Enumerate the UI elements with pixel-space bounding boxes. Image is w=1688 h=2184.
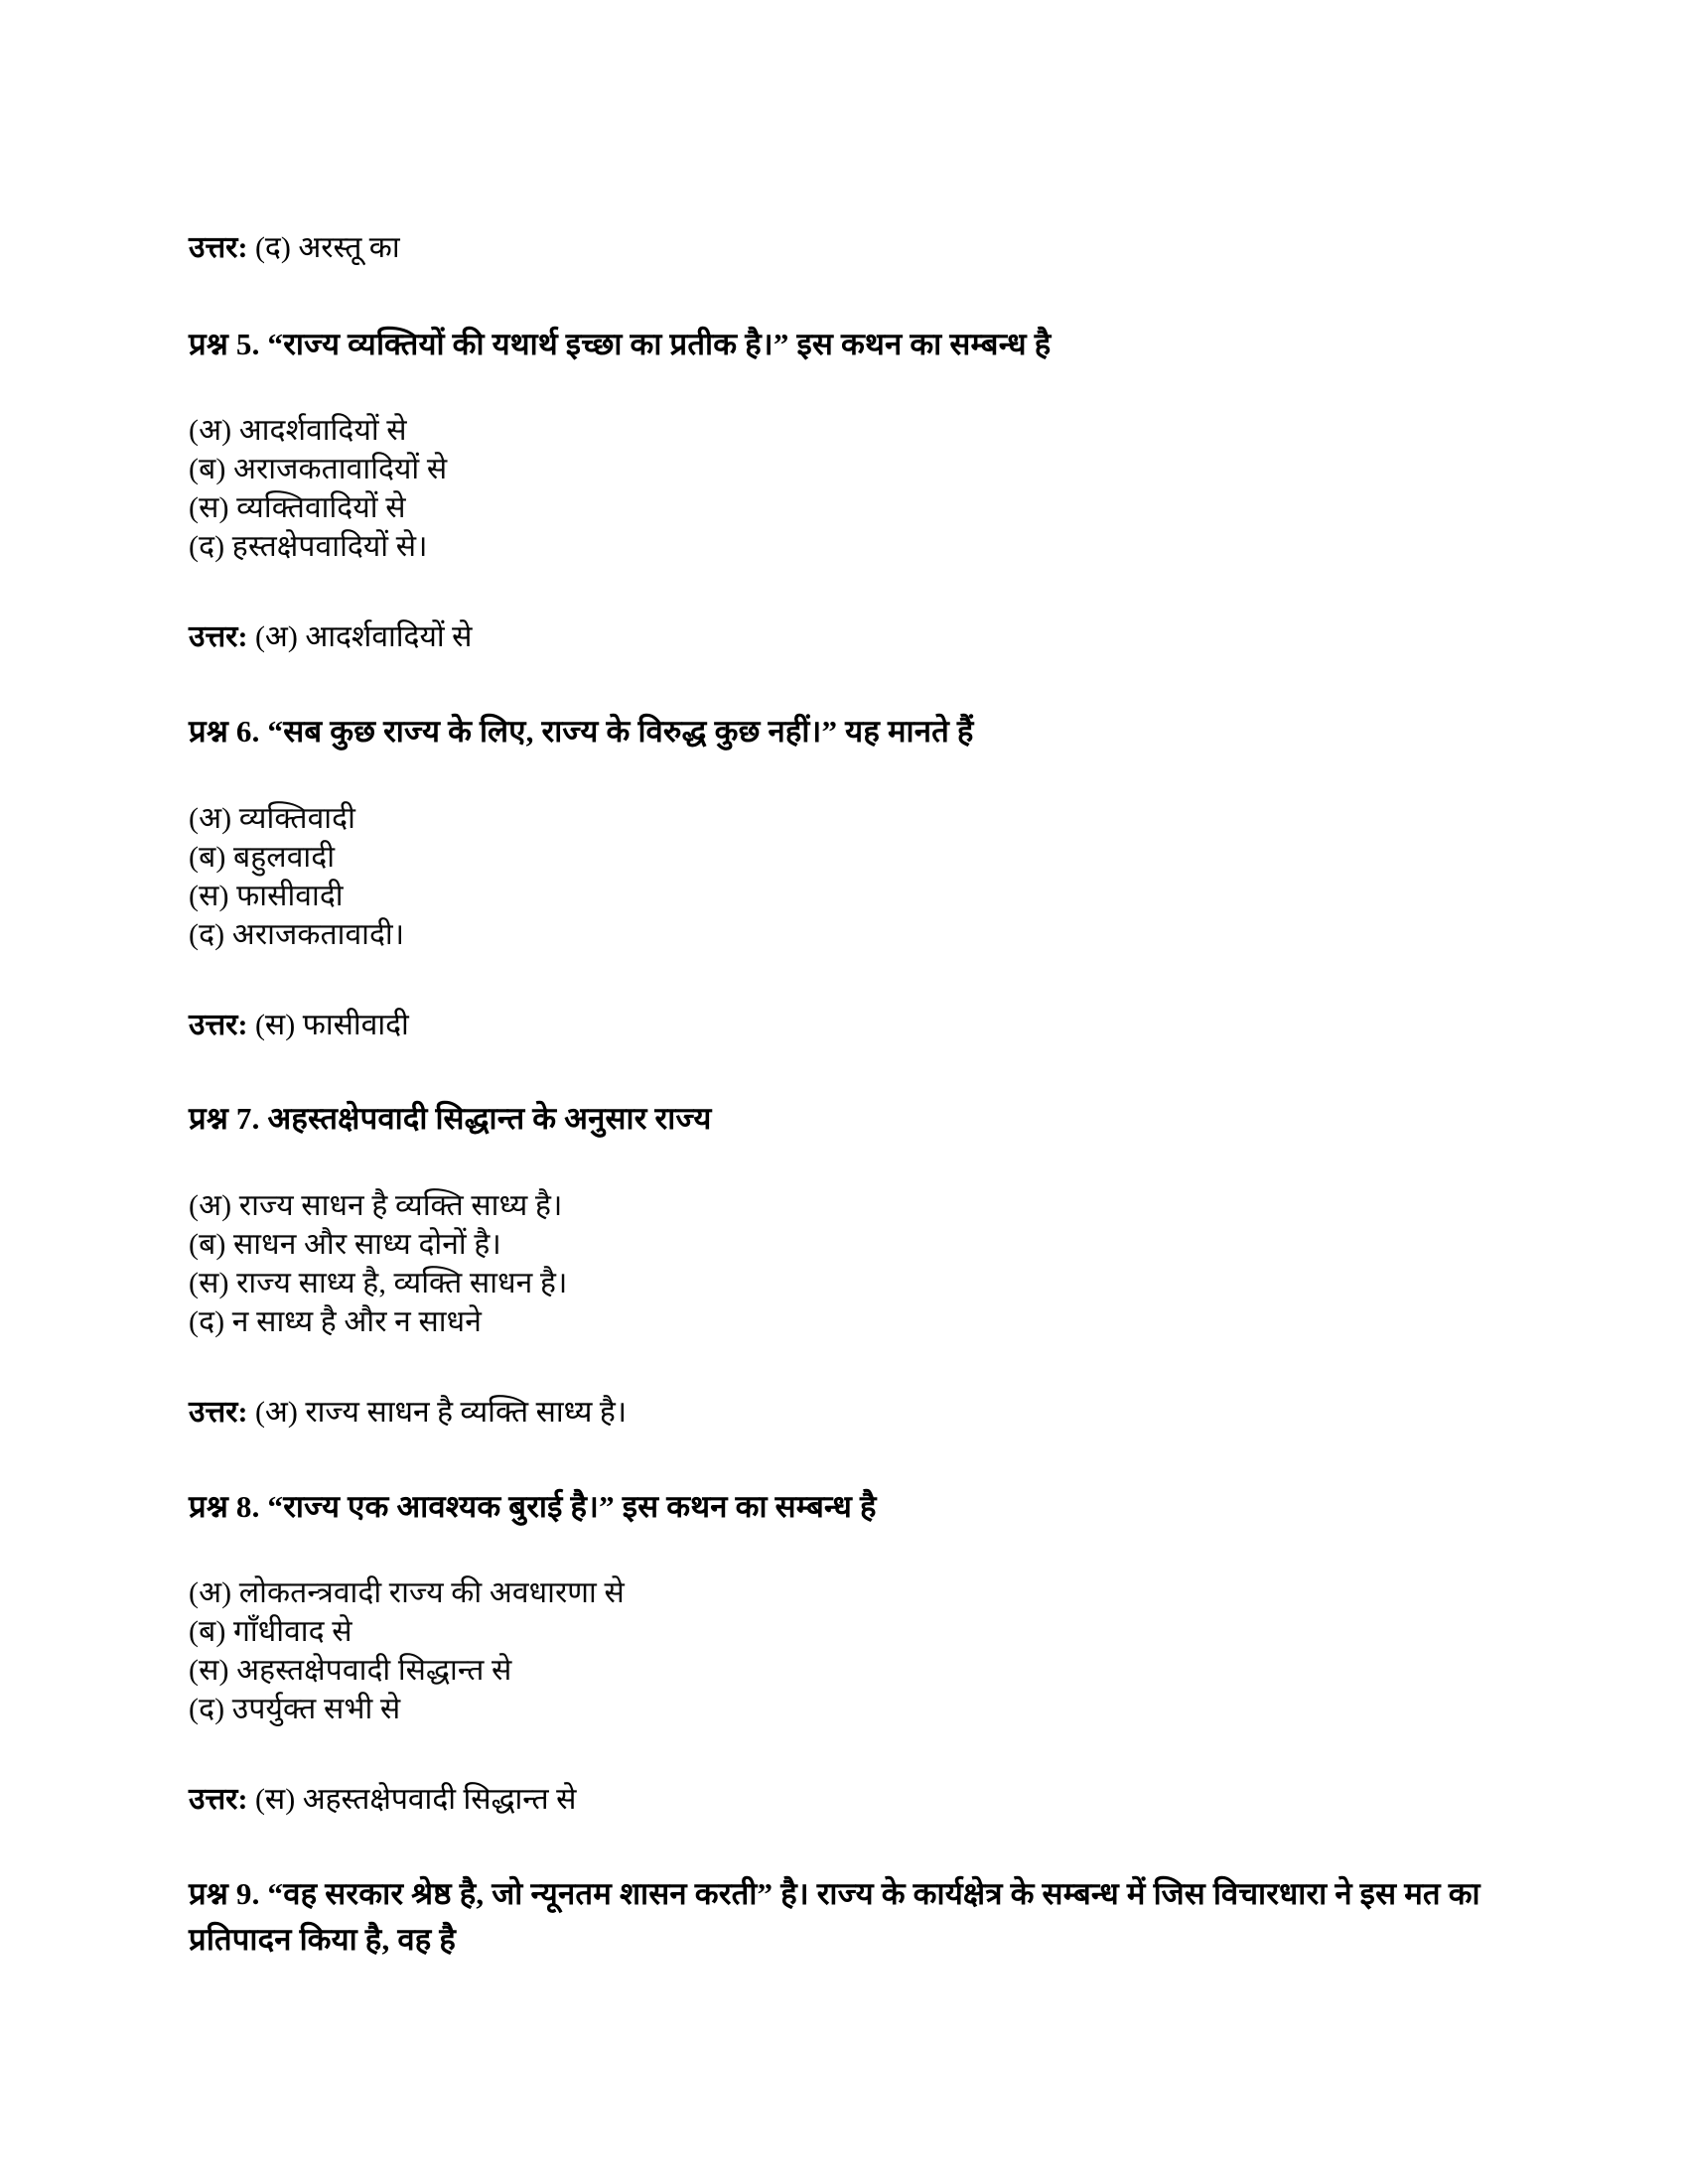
question-heading-q9: प्रश्न 9. “वह सरकार श्रेष्ठ है, जो न्यूनतम शासन करती” है। राज्य के कार्यक्षेत्र के सम्बन्ध में जिस विचारधारा ने इस मत का प्रतिपादन किया है, वह है [189,1875,1480,1958]
option-item-c[interactable]: (स) फासीवादी [189,879,344,912]
option-item-b[interactable]: (ब) साधन और साध्य दोनों है। [189,1227,501,1261]
answer-line-q8 [189,1778,1489,1822]
answer-label: उत्तर: [189,620,248,654]
answer-text: (अ) आदर्शवादियों से [254,620,473,654]
answer-line-q6 [189,1004,1489,1047]
question-heading-q5: प्रश्न 5. “राज्य व्यक्तियों की यथार्थ इच्छा का प्रतीक है।” इस कथन का सम्बन्ध है [189,326,1052,361]
answer-label: उत्तर: [189,1008,248,1041]
question-heading-q7: प्रश्न 7. अहस्तक्षेपवादी सिद्धान्त के अनुसार राज्य [189,1101,712,1137]
option-item-d[interactable]: (द) उपर्युक्त सभी से [189,1693,401,1726]
option-item-d[interactable]: (द) न साध्य है और न साधने [189,1304,482,1338]
answer-text: (स) अहस्तक्षेपवादी सिद्धान्त से [254,1783,577,1817]
option-item-c[interactable]: (स) अहस्तक्षेपवादी सिद्धान्त से [189,1654,512,1688]
answer-text: (अ) राज्य साधन है व्यक्ति साध्य है। [254,1395,628,1429]
option-list-q7 [189,1186,1489,1341]
option-item-b[interactable]: (ब) गाँधीवाद से [189,1615,352,1649]
answer-label: उत्तर: [189,231,248,264]
option-item-b[interactable]: (ब) बहुलवादी [189,840,336,874]
option-item-c[interactable]: (स) व्यक्तिवादियों से [189,491,406,525]
answer-text: (स) फासीवादी [254,1008,409,1041]
document-content [189,226,1489,1964]
option-item-d[interactable]: (द) अराजकतावादी। [189,917,405,951]
option-item-a[interactable]: (अ) लोकतन्त्रवादी राज्य की अवधारणा से [189,1576,625,1610]
option-item-c[interactable]: (स) राज्य साध्य है, व्यक्ति साधन है। [189,1266,568,1299]
option-item-a[interactable]: (अ) आदर्शवादियों से [189,414,407,448]
answer-text: (द) अरस्तू का [254,231,400,264]
option-item-d[interactable]: (द) हस्तक्षेपवादियों से। [189,530,428,564]
answer-label: उत्तर: [189,1395,248,1429]
question-heading-q8: प्रश्न 8. “राज्य एक आवश्यक बुराई है।” इस कथन का सम्बन्ध है [189,1488,877,1524]
option-item-a[interactable]: (अ) व्यक्तिवादी [189,801,355,835]
question-heading-q6: प्रश्न 6. “सब कुछ राज्य के लिए, राज्य के विरुद्ध कुछ नहीं।” यह मानते हैं [189,714,974,750]
answer-line-q4 [189,226,1489,270]
option-list-q6 [189,799,1489,954]
answer-line-q5 [189,615,1489,659]
option-list-q5 [189,411,1489,566]
option-list-q8 [189,1573,1489,1728]
option-item-a[interactable]: (अ) राज्य साधन है व्यक्ति साध्य है। [189,1188,563,1222]
option-item-b[interactable]: (ब) अराजकतावादियों से [189,453,448,486]
answer-label: उत्तर: [189,1783,248,1817]
answer-line-q7 [189,1391,1489,1434]
